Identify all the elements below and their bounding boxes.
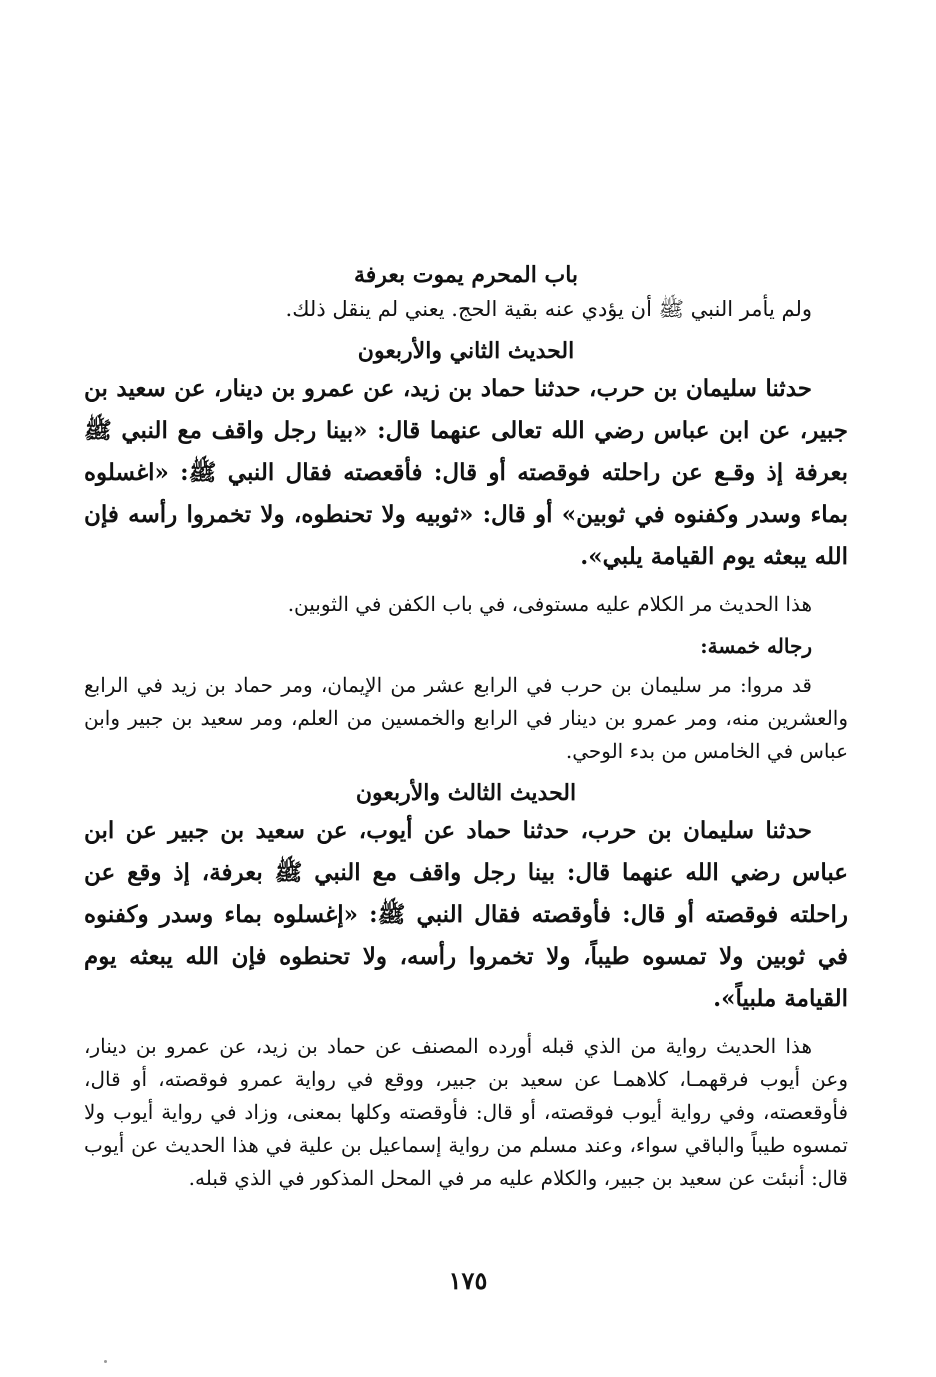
intro-sentence: ولم يأمر النبي ﷺ أن يؤدي عنه بقية الحج. يعني لم ينقل ذلك.: [285, 297, 812, 321]
chapter-title: باب المحرم يموت بعرفة: [353, 262, 579, 288]
hadith-42-heading: الحديث الثاني والأربعون: [357, 338, 575, 364]
hadith-42-text: حدثنا سليمان بن حرب، حدثنا حماد بن زيد، عن عمرو بن دينار، عن سعيد بن جبير، عن ابن عباس رضي الله تعالى عنهما قال: «بينا رجل واقف مع النبي ﷺ بعرفة إذ وقـع عن راحلته فوقصته أو قال: فأقعصته فقال النبي ﷺ: «اغسلوه بماء وسدر وكفنوه في ثوبين» أو قال: «ثوبيه ولا تحنطوه، ولا تخمروا رأسه فإن الله يبعثه يوم القيامة يلبي».: [84, 375, 848, 570]
hadith-43-comment: هذا الحديث رواية من الذي قبله أورده المصنف عن حماد بن زيد، عن عمرو بن دينار، وعن أيوب فرقهمـا، كلاهمـا عن سعيد بن جبير، ووقع في رواية عمرو فوقصته، أو قال، فأوقعصته، وفي رواية أيوب فوقصته، أو قال: فأوقصته وكلها بمعنى، وزاد في رواية أيوب ولا تمسوه طيباً والباقي سواء، وعند مسلم من رواية إسماعيل بن علية في هذا الحديث عن أيوب قال: أنبئت عن سعيد بن جبير، والكلام عليه مر في المحل المذكور في الذي قبله.: [84, 1034, 848, 1190]
hadith-42-narrators-text: قد مروا: مر سليمان بن حرب في الرابع عشر من الإيمان، ومر حماد بن زيد في الرابع والعشرين منه، ومر عمرو بن دينار في الرابع والخمسين من العلم، ومر سعيد بن جبير وابن عباس في الخامس من بدء الوحي.: [84, 673, 848, 763]
hadith-42-narrators-heading: رجاله خمسة:: [700, 634, 812, 658]
scan-speck: [104, 1360, 107, 1363]
hadith-43-heading: الحديث الثالث والأربعون: [355, 780, 577, 806]
page-number: ١٧٥: [448, 1266, 488, 1295]
hadith-42-comment: هذا الحديث مر الكلام عليه مستوفى، في باب الكفن في الثوبين.: [287, 592, 812, 616]
hadith-43-text: حدثنا سليمان بن حرب، حدثنا حماد عن أيوب، عن سعيد بن جبير عن ابن عباس رضي الله عنهما قال: بينا رجل واقف مع النبي ﷺ بعرفة، إذ وقع عن راحلته فوقصته أو قال: فأوقصته فقال النبي ﷺ: «إغسلوه بماء وسدر وكفنوه في ثوبين ولا تمسوه طيباً، ولا تخمروا رأسه، ولا تحنطوه فإن الله يبعثه يوم القيامة ملبياً».: [84, 817, 848, 1012]
